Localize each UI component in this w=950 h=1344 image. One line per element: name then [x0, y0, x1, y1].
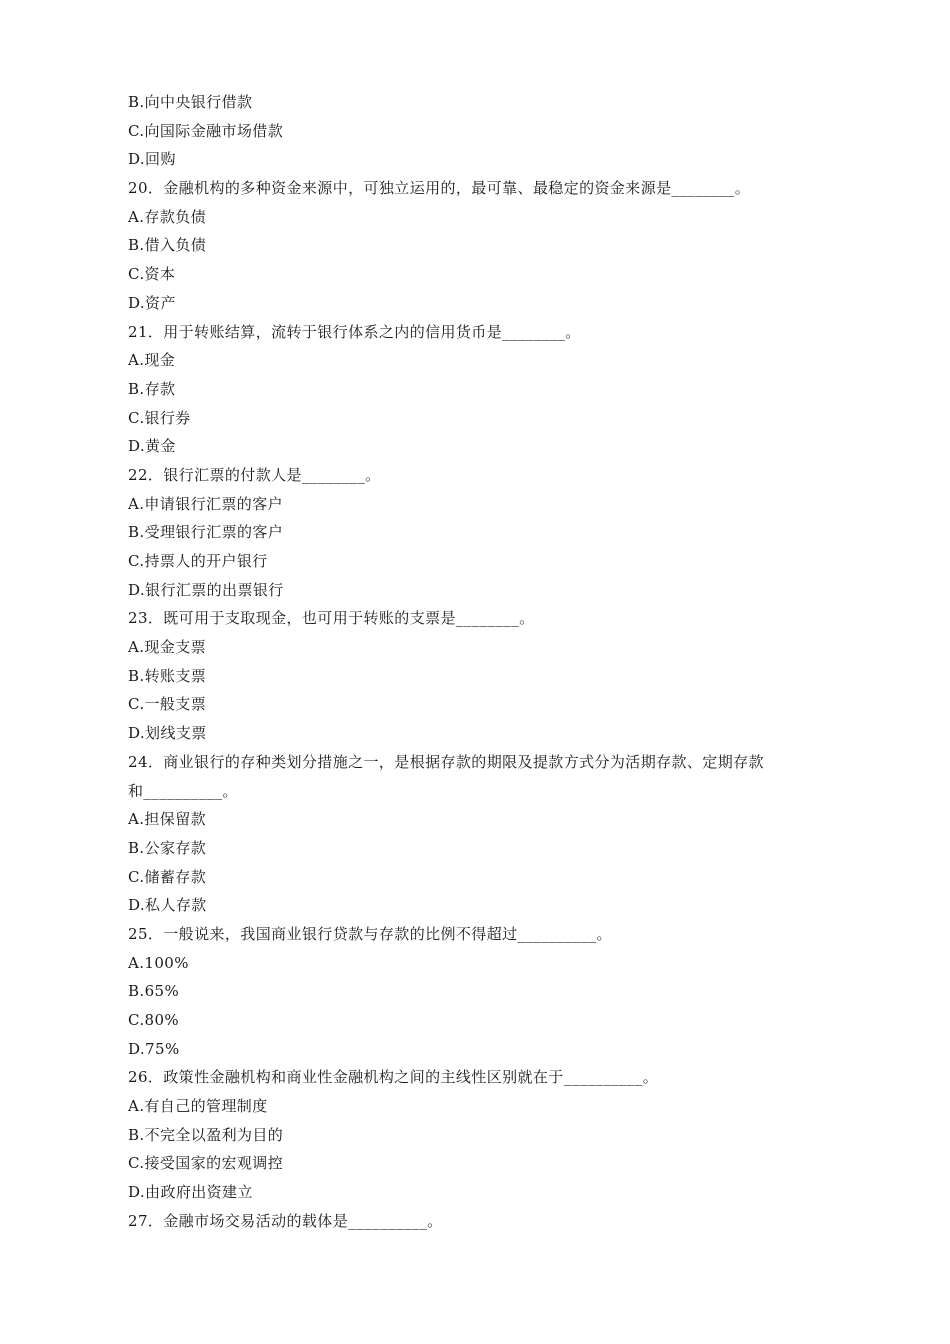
option-line: C.接受国家的宏观调控 — [128, 1154, 284, 1173]
option-line: A.有自己的管理制度 — [128, 1097, 268, 1116]
option-line: B.不完全以盈利为目的 — [128, 1125, 284, 1144]
option-line: B.受理银行汇票的客户 — [128, 523, 284, 542]
option-line: B.借入负债 — [128, 236, 207, 255]
question-22: 22．银行汇票的付款人是________。 — [128, 465, 381, 484]
option-line: C.持票人的开户银行 — [128, 552, 268, 570]
option-line: D.回购 — [128, 150, 176, 169]
option-line: A.100% — [128, 953, 189, 972]
question-25: 25．一般说来，我国商业银行贷款与存款的比例不得超过__________。 — [128, 924, 612, 943]
option-line: B.转账支票 — [128, 666, 207, 685]
question-24: 24．商业银行的存种类划分措施之一，是根据存款的期限及提款方式分为活期存款、定期存款 — [128, 752, 764, 771]
option-line: C.向国际金融市场借款 — [128, 121, 284, 140]
option-line: A.现金 — [128, 351, 176, 370]
option-line: C.资本 — [128, 265, 176, 284]
option-line: A.担保留款 — [128, 810, 207, 829]
option-line: A.存款负债 — [128, 207, 207, 226]
question-23: 23．既可用于支取现金，也可用于转账的支票是________。 — [128, 609, 535, 628]
option-line: B.公家存款 — [128, 838, 207, 857]
document-body — [128, 88, 828, 1236]
question-21: 21．用于转账结算，流转于银行体系之内的信用货币是________。 — [128, 322, 581, 341]
option-line: B.向中央银行借款 — [128, 93, 253, 111]
option-line: C.80% — [128, 1011, 180, 1029]
question-26: 26．政策性金融机构和商业性金融机构之间的主线性区别就在于__________。 — [128, 1068, 659, 1087]
option-line: C.银行券 — [128, 408, 191, 427]
option-line: B.存款 — [128, 379, 176, 398]
option-line: C.储蓄存款 — [128, 867, 207, 886]
option-line: C.一般支票 — [128, 695, 207, 714]
option-line: B.65% — [128, 982, 180, 1001]
option-line: D.划线支票 — [128, 724, 207, 743]
option-line: A.现金支票 — [128, 638, 207, 657]
question-20: 20．金融机构的多种资金来源中，可独立运用的，最可靠、最稳定的资金来源是________。 — [128, 179, 751, 198]
option-line: A.申请银行汇票的客户 — [128, 494, 284, 513]
option-line: D.私人存款 — [128, 896, 207, 915]
option-line: D.资产 — [128, 293, 176, 312]
option-line: D.黄金 — [128, 437, 176, 456]
question-24-continued: 和__________。 — [128, 781, 238, 800]
option-line: D.由政府出资建立 — [128, 1183, 253, 1202]
option-line: D.75% — [128, 1039, 180, 1058]
question-27: 27．金融市场交易活动的载体是__________。 — [128, 1211, 443, 1230]
option-line: D.银行汇票的出票银行 — [128, 580, 284, 599]
